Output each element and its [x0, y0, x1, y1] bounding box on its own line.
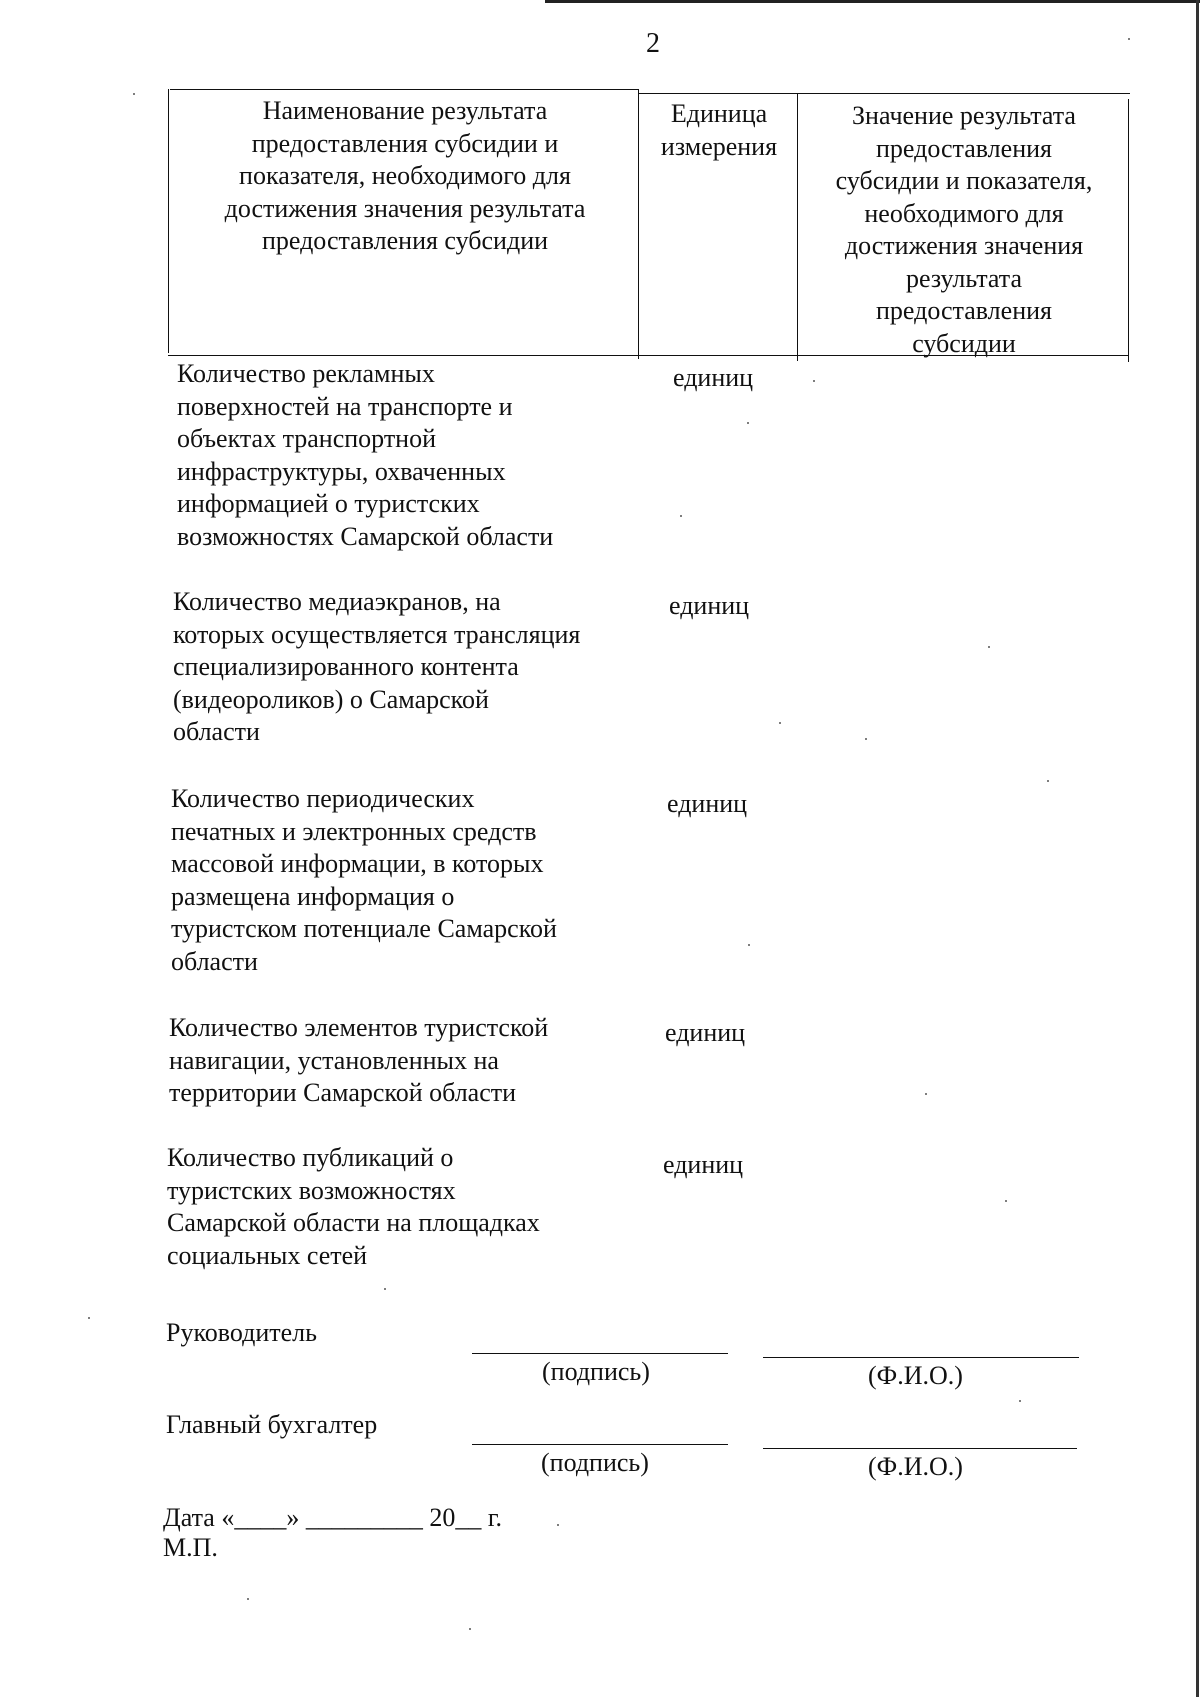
page-number: 2 — [646, 28, 660, 59]
scan-speck — [1128, 38, 1130, 40]
name-line-head — [763, 1357, 1079, 1358]
signature-line-head — [472, 1353, 728, 1354]
table-row-name: Количество периодических печатных и электронных средств массовой информации, в которых размещена информация о туристском потенциале Самарской области — [171, 784, 557, 976]
table-row-name: Количество медиаэкранов, на которых осуществляется трансляция специализированного контента (видеороликов) о Самарской области — [173, 587, 581, 746]
scan-speck — [247, 1598, 249, 1600]
scan-speck — [747, 422, 749, 424]
table-row-unit: единиц — [665, 1018, 746, 1047]
scan-speck — [988, 646, 990, 648]
scan-speck — [1019, 1400, 1021, 1402]
scan-speck — [1047, 780, 1049, 782]
column-header-unit: Единица измерения — [660, 99, 778, 161]
stamp-label: М.П. — [163, 1533, 218, 1562]
table-border-right — [1128, 99, 1129, 362]
scan-speck — [813, 380, 815, 382]
name-line-accountant — [763, 1448, 1077, 1449]
signature-caption-head: (подпись) — [542, 1357, 650, 1386]
table-row-name: Количество публикаций о туристских возможностях Самарской области на площадках социальных сетей — [167, 1143, 540, 1270]
table-row-unit: единиц — [663, 1150, 744, 1179]
table-row-name: Количество рекламных поверхностей на транспорте и объектах транспортной инфраструктуры, охваченных информацией о туристских возможностях Самарской области — [177, 359, 554, 551]
scan-speck — [925, 1093, 927, 1095]
table-border-left — [168, 89, 169, 353]
scan-edge-right — [1196, 0, 1199, 1697]
column-header-value: Значение результата предоставления субсидии и показателя, необходимого для достижения значения результата предоставления субсидии — [835, 101, 1093, 358]
column-header-result-name: Наименование результата предоставления субсидии и показателя, необходимого для достижения значения результата предоставления субсидии — [224, 96, 586, 255]
table-border-top-right — [638, 93, 1130, 94]
scan-speck — [748, 944, 750, 946]
signature-line-accountant — [472, 1444, 728, 1445]
scan-speck — [133, 93, 135, 95]
name-caption-head: (Ф.И.О.) — [868, 1361, 963, 1390]
scan-speck — [384, 1288, 386, 1290]
scan-edge-top — [545, 0, 1200, 3]
signature-caption-accountant: (подпись) — [541, 1448, 649, 1477]
table-row-unit: единиц — [667, 789, 748, 818]
scan-speck — [88, 1317, 90, 1319]
table-row-unit: единиц — [669, 591, 750, 620]
signature-role-head: Руководитель — [166, 1318, 317, 1347]
name-caption-accountant: (Ф.И.О.) — [868, 1452, 963, 1481]
scan-speck — [1005, 1200, 1007, 1202]
table-row-name: Количество элементов туристской навигации, установленных на территории Самарской области — [169, 1013, 549, 1107]
scan-speck — [557, 1524, 559, 1526]
scan-speck — [779, 722, 781, 724]
table-border-divider-1 — [638, 89, 639, 359]
scan-speck — [865, 738, 867, 740]
signature-role-accountant: Главный бухгалтер — [166, 1410, 378, 1439]
table-border-top-left — [170, 89, 638, 90]
scan-speck — [680, 515, 682, 517]
scan-speck — [469, 1628, 471, 1630]
date-line: Дата «____» _________ 20__ г. — [163, 1503, 503, 1532]
table-row-unit: единиц — [673, 363, 754, 392]
